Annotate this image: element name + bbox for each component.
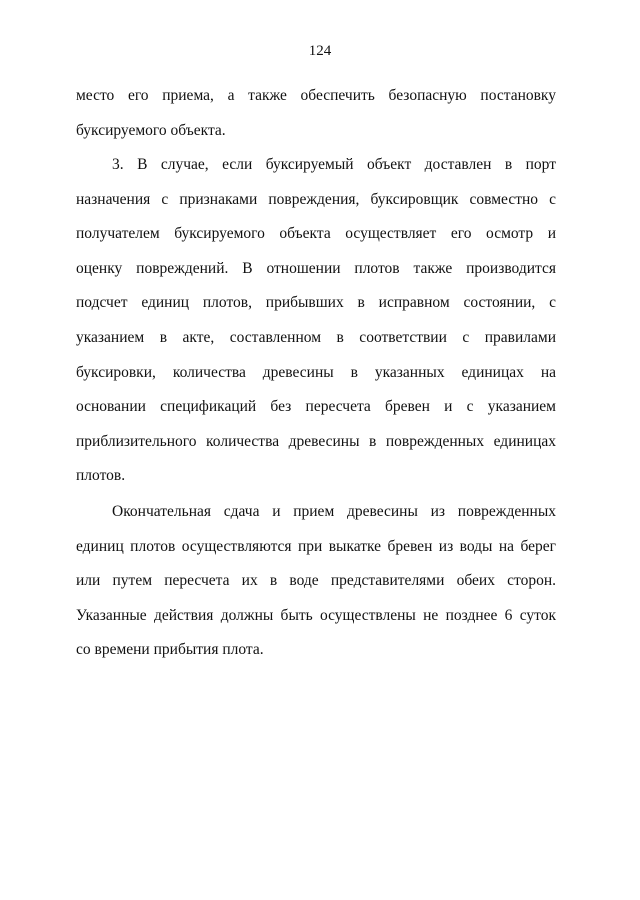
text-line: плотов.	[76, 467, 126, 485]
text-line: указанием в акте, составленном в соответствии с правилами	[76, 328, 556, 346]
text-line: оценку повреждений. В отношении плотов также производится	[76, 259, 556, 277]
paragraph-1	[76, 79, 556, 148]
text-line: буксировки, количества древесины в указанных единицах на	[76, 363, 556, 381]
text-line: подсчет единиц плотов, прибывших в исправном состоянии, с	[76, 294, 556, 312]
text-line: получателем буксируемого объекта осуществляет его осмотр и	[76, 225, 556, 243]
text-line: Окончательная сдача и прием древесины из поврежденных	[112, 503, 556, 520]
page-number: 124	[308, 43, 332, 59]
text-line: буксируемого объекта.	[76, 121, 226, 139]
text-line: назначения с признаками повреждения, буксировщик совместно с	[76, 190, 556, 208]
text-line: со времени прибытия плота.	[76, 641, 264, 659]
text-line: основании спецификаций без пересчета бревен и с указанием	[76, 398, 556, 416]
paragraph-2	[76, 148, 556, 494]
text-line: приблизительного количества древесины в поврежденных единицах	[76, 432, 556, 450]
text-line: Указанные действия должны быть осуществлены не позднее 6 суток	[76, 606, 556, 624]
text-line: единиц плотов осуществляются при выкатке бревен из воды на берег	[76, 537, 556, 555]
paragraph-3	[76, 495, 556, 668]
text-line: 3. В случае, если буксируемый объект доставлен в порт	[112, 156, 556, 173]
text-line: или путем пересчета их в воде представителями обеих сторон.	[76, 572, 556, 590]
text-line: место его приема, а также обеспечить безопасную постановку	[76, 87, 556, 104]
